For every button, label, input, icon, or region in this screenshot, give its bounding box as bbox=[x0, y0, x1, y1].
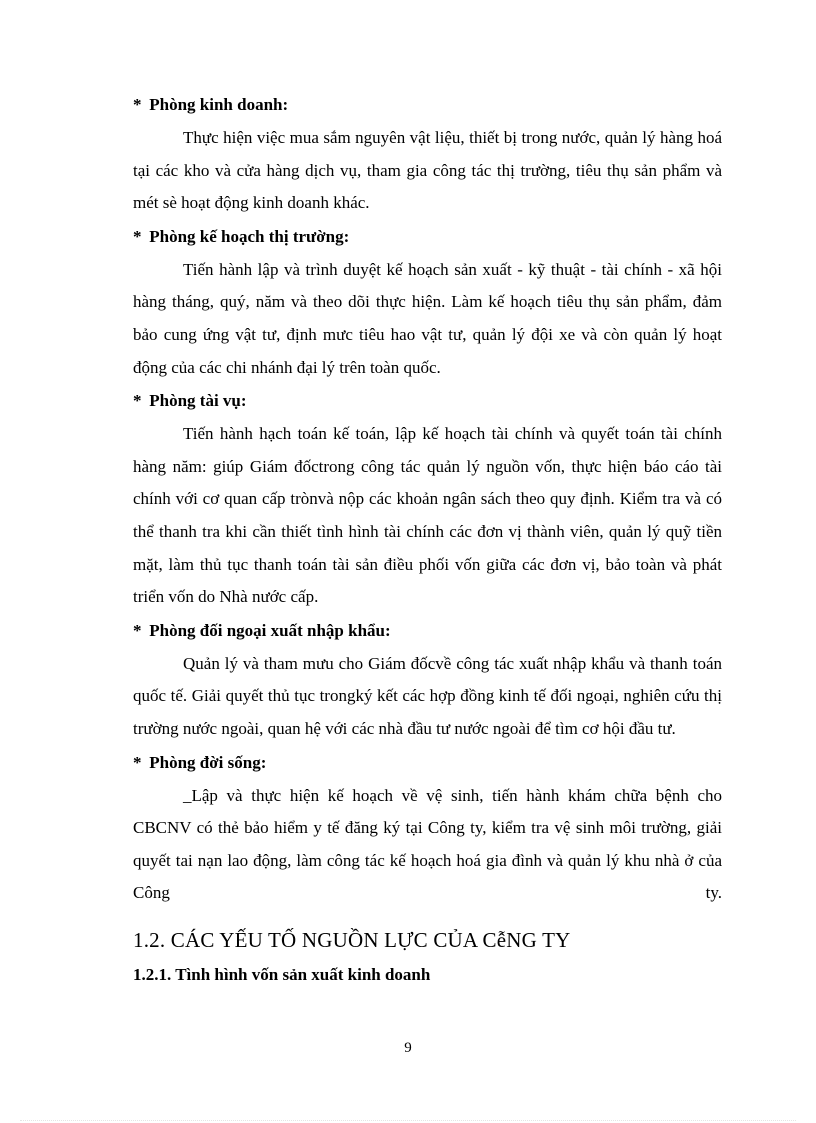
bullet-icon: * bbox=[133, 391, 142, 411]
section-heading bbox=[133, 92, 722, 122]
section-paragraph: Tiến hành lập và trình duyệt kế hoạch sản xuất - kỹ thuật - tài chính - xã hội hàng tháng, quý, năm và theo dõi thực hiện. Làm kế hoạch tiêu thụ sản phẩm, đảm bảo cung ứng vật tư, định mưc tiêu hao vật tư, quản lý đội xe và còn quản lý hoạt động của các chi nhánh đại lý trên toàn quốc. bbox=[133, 259, 722, 377]
section-paragraph: Tiến hành hạch toán kế toán, lập kế hoạch tài chính và quyết toán tài chính hàng năm: giúp Giám đốctrong công tác quản lý nguồn vốn, thực hiện báo cáo tài chính với cơ quan cấp trònvà nộp các khoản ngân sách theo quy định. Kiểm tra và có thể thanh tra khi cần thiết tình hình tài chính các đơn vị thành viên, quản lý quỹ tiền mặt, làm thủ tục thanh toán tài sản điều phối vốn giữa các đơn vị, bảo toàn và phát triển vốn do Nhà nước cấp. bbox=[133, 424, 722, 607]
page-content bbox=[133, 92, 722, 990]
bullet-icon: * bbox=[133, 226, 142, 246]
bullet-icon: * bbox=[133, 752, 142, 772]
heading-text: Phòng kinh doanh: bbox=[149, 95, 289, 114]
section-heading bbox=[133, 388, 722, 418]
section-paragraph: Thực hiện việc mua sắm nguyên vật liệu, thiết bị trong nước, quản lý hàng hoá tại các kho và cửa hàng dịch vụ, tham gia công tác thị trường, tiêu thụ sản phẩm và mét sè hoạt động kinh doanh khác. bbox=[133, 128, 722, 213]
section-heading bbox=[133, 224, 722, 254]
heading-text: Phòng kế hoạch thị trường: bbox=[149, 226, 350, 246]
section-doi-song bbox=[133, 750, 722, 910]
section-tai-vu bbox=[133, 388, 722, 614]
page-number: 9 bbox=[404, 1040, 412, 1056]
page-bottom-rule bbox=[20, 1120, 796, 1121]
section-doi-ngoai-xuat-nhap-khau bbox=[133, 618, 722, 746]
section-heading bbox=[133, 750, 722, 780]
section-paragraph: Quản lý và tham mưu cho Giám đốcvề công tác xuất nhập khẩu và thanh toán quốc tế. Giải quyết thủ tục trongký kết các hợp đồng kinh tế đối ngoại, nghiên cứu thị trường nước ngoài, quan hệ với các nhà đầu tư nước ngoài để tìm cơ hội đầu tư. bbox=[133, 653, 722, 738]
subsection-title: 1.2.1. Tình hình vốn sản xuất kinh doanh bbox=[133, 964, 431, 984]
bullet-icon: * bbox=[133, 620, 142, 640]
section-ke-hoach-thi-truong bbox=[133, 224, 722, 384]
heading-text: Phòng tài vụ: bbox=[149, 391, 247, 411]
heading-text: Phòng đối ngoại xuất nhập khẩu: bbox=[149, 620, 391, 640]
section-heading bbox=[133, 618, 722, 648]
section-paragraph: _Lập và thực hiện kế hoạch về vệ sinh, tiến hành khám chữa bệnh cho CBCNV có thẻ bảo hiểm y tế đăng ký tại Công ty, kiểm tra vệ sinh môi trường, giải quyết tai nạn lao động, làm công tác kế hoạch hoá gia đình và quản lý khu nhà ở của Công ty. bbox=[133, 785, 722, 903]
section-title: 1.2. CÁC YẾU TỐ NGUỒN LỰC CỦA CễNG TY bbox=[133, 927, 571, 952]
bullet-icon: * bbox=[133, 95, 142, 114]
heading-text: Phòng đời sống: bbox=[149, 752, 267, 772]
section-kinh-doanh bbox=[133, 92, 722, 220]
